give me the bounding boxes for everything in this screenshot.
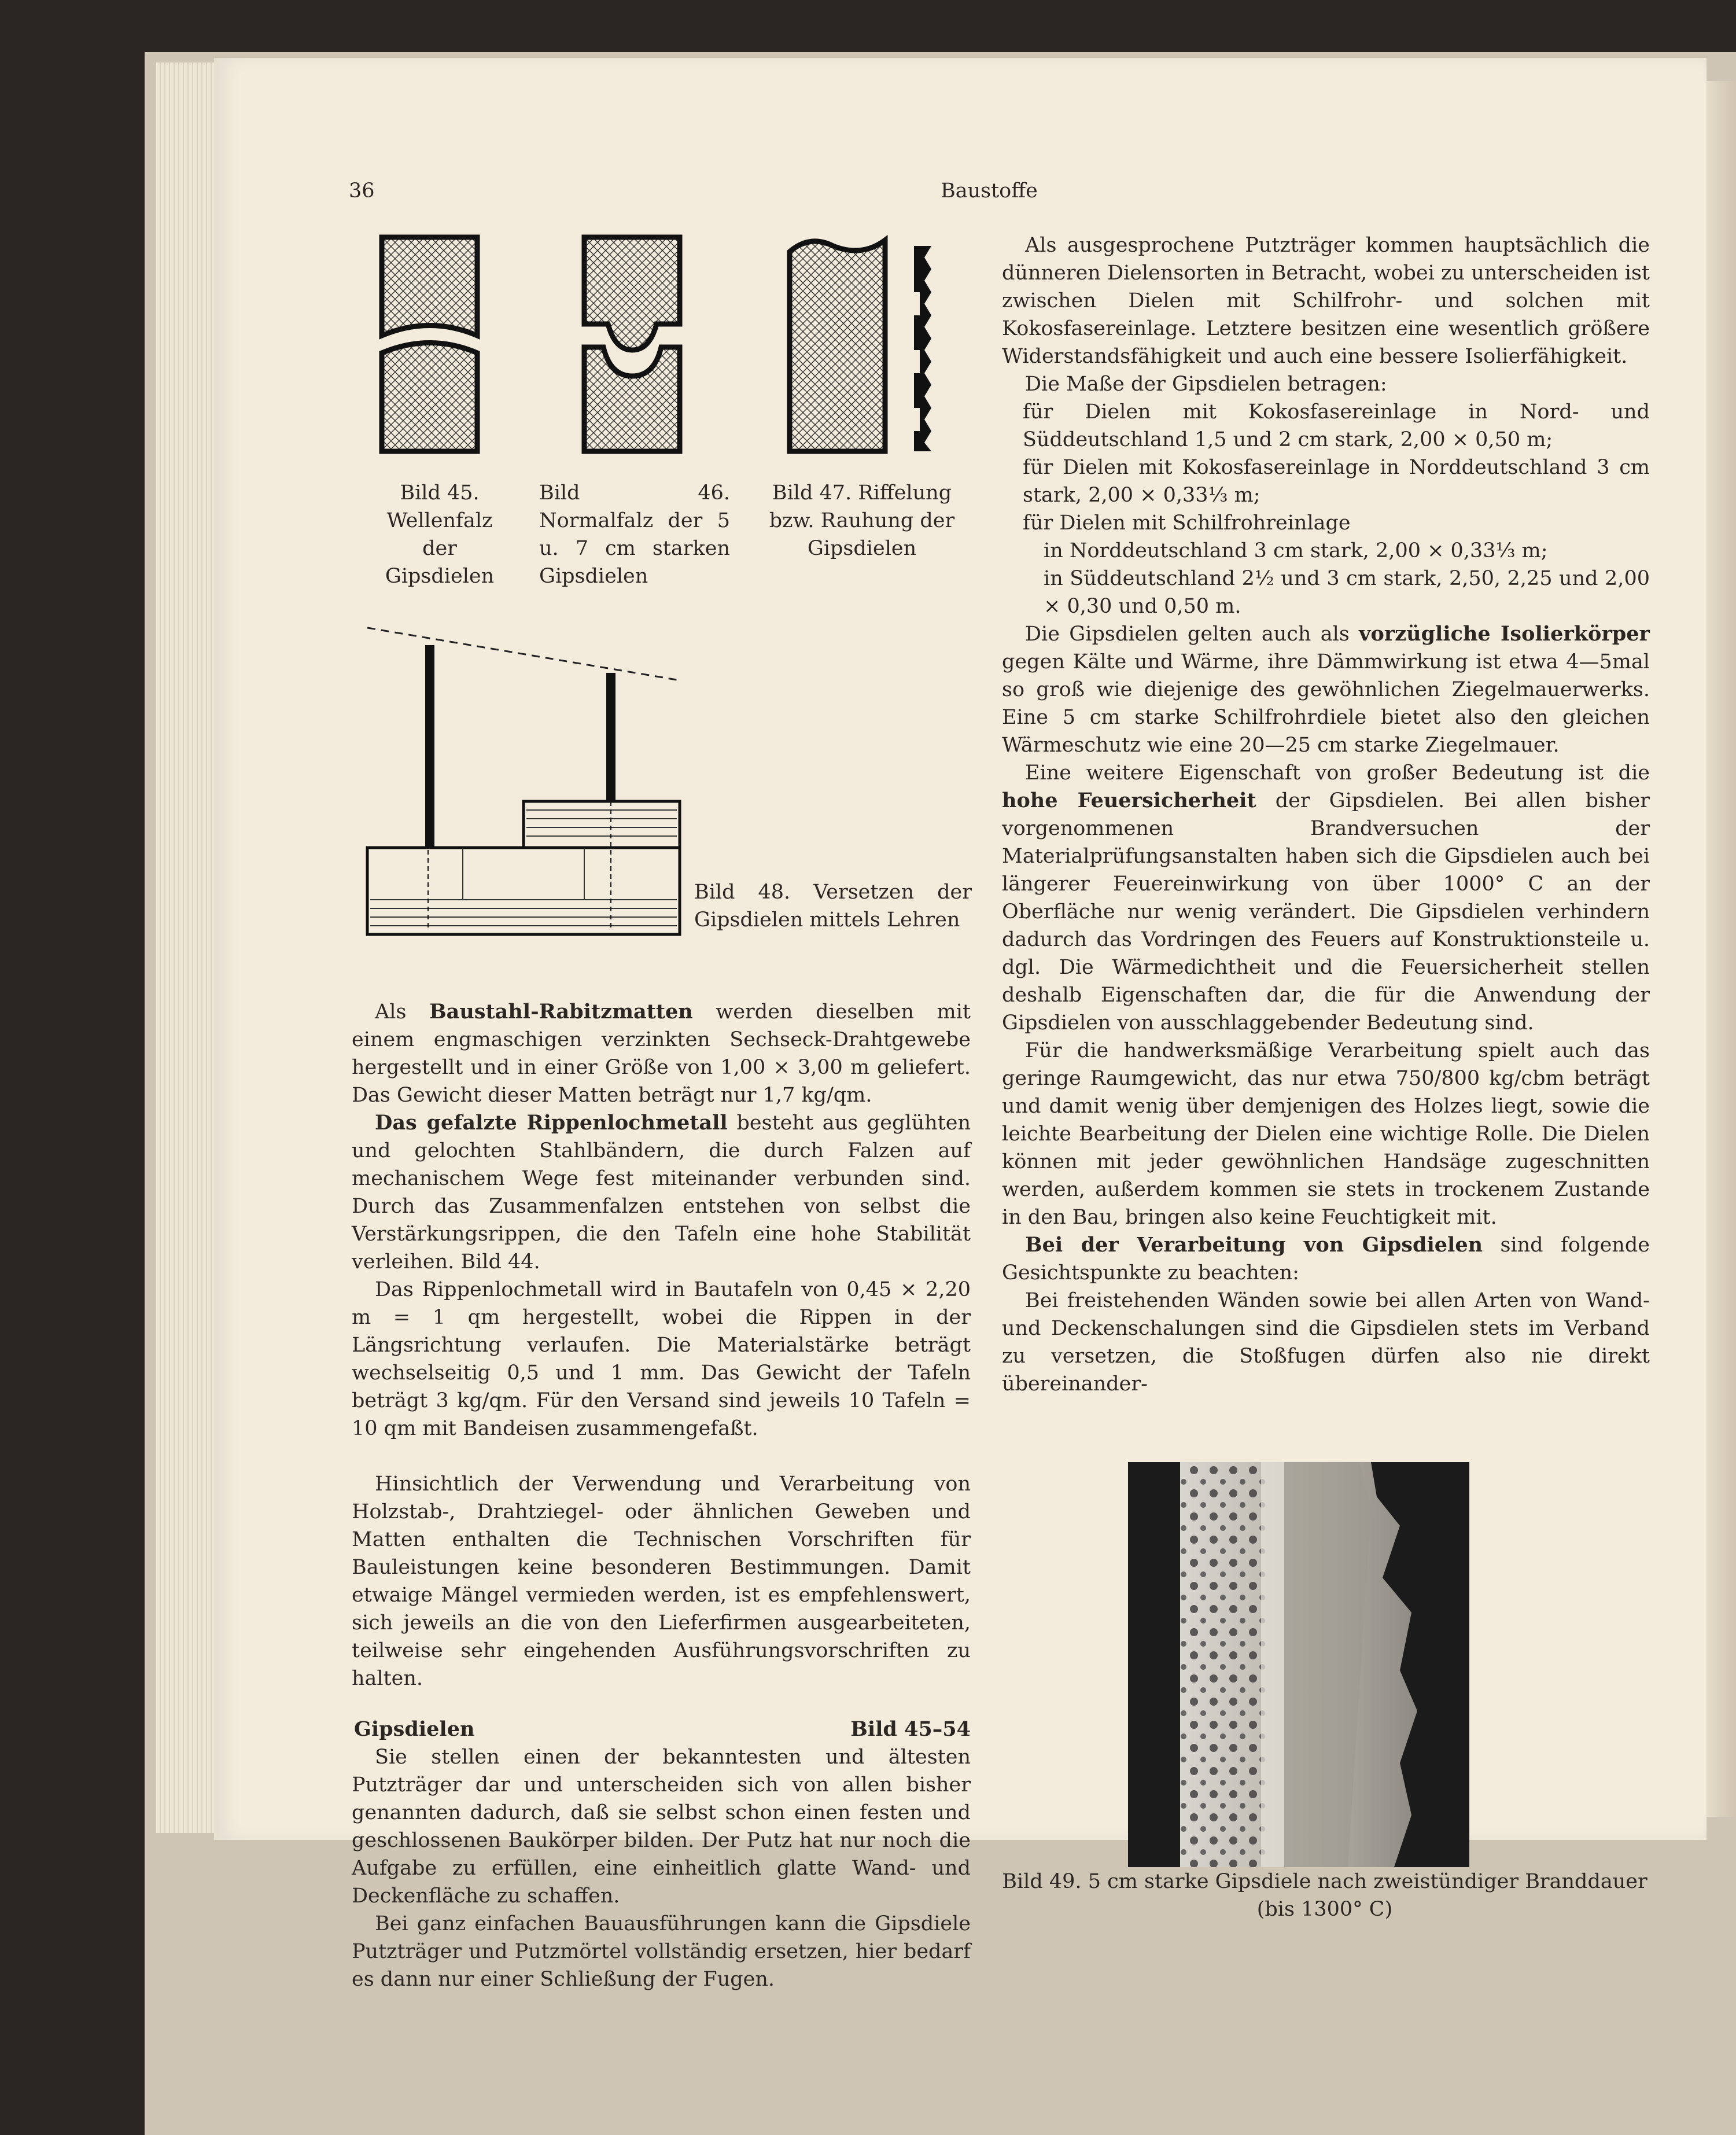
list-item: in Süddeutschland 2½ und 3 cm stark, 2,50, 2,25 und 2,00 × 0,30 und 0,50 m. bbox=[1044, 567, 1650, 618]
figure-47-drawing bbox=[787, 234, 949, 454]
term-feuersicherheit: hohe Feuersicherheit bbox=[1002, 789, 1256, 812]
figure-47-caption: Bild 47. Riffelung bzw. Rauhung der Gipsdielen bbox=[769, 481, 955, 560]
figure-48-caption: Bild 48. Versetzen der Gipsdielen mittels Lehren bbox=[694, 881, 972, 932]
list-item: in Norddeutschland 3 cm stark, 2,00 × 0,33⅓ m; bbox=[1044, 539, 1548, 562]
page-number: 36 bbox=[349, 179, 375, 203]
list-item: für Dielen mit Schilfrohreinlage bbox=[1023, 511, 1351, 535]
burned-gypsum-board-image bbox=[1128, 1462, 1469, 1867]
figure-49-photo bbox=[1128, 1462, 1469, 1867]
right-column: Als ausgesprochene Putzträger kommen hauptsächlich die dünneren Dielensorten in Betracht, wobei zu unterscheiden ist zwischen Dielen mit Schilfrohr- und solchen mit Kokosfasereinlage. Letztere besitzen eine wesentlich größere Widerstandsfähigkeit und auch eine bessere Isolierfähigkeit. Die Maße der Gipsdielen betragen: für Dielen mit Kokosfasereinlage in Nord- und Süddeutschland 1,5 und 2 cm stark, 2,00 × 0,50 m; für Dielen mit Kokosfasereinlage in Norddeutschland 3 cm stark, 2,00 × 0,33⅓ m; für Dielen mit Schilfrohreinlage in Norddeutschland 3 cm stark, 2,00 × 0,33⅓ m; in Süddeutschland 2½ und 3 cm stark, 2,50, 2,25 und 2,00 × 0,30 und 0,50 m. Die Gipsdielen gelten auch als vorzügliche Isolierkörper gegen Kälte und Wärme, ihre Dämmwirkung ist etwa 4—5mal so groß wie diejenige des gewöhnlichen Ziegelmauerwerks. Eine 5 cm starke Schilfrohrdiele bietet also den gleichen Wärmeschutz wie eine 20—25 cm starke Ziegelmauer. Eine weitere Eigenschaft von großer Bedeutung ist die hohe Feuersicherheit der Gipsdielen. Bei allen bisher vorgenommenen Brandversuchen der Materialprüfungsanstalten haben sich die Gipsdielen auch bei längerer Feuereinwirkung von über 1000° C an der Oberfläche nur wenig verändert. Die Gipsdielen verhindern dadurch das Vordringen des Feuers auf Konstruktionsteile u. dgl. Die Wärmedichtheit und die Feuersicherheit stellen deshalb Eigenschaften dar, die für die Anwendung der Gipsdielen von ausschlaggebender Bedeutung sind. Für die handwerksmäßige Verarbeitung spielt auch das geringe Raumgewicht, das nur etwa 750/800 kg/cbm beträgt und damit wenig über demjenigen des Holzes liegt, sowie die leichte Bearbeitung der Dielen eine wichtige Rolle. Die Dielen können mit jeder gewöhnlichen Handsäge zugeschnitten werden, außerdem kommen sie stets in trockenem Zustande in den Bau, bringen also keine Feuchtigkeit mit. Bei der Verarbeitung von Gipsdielen sind folgende Gesichtspunkte zu beachten: Bei freistehenden Wänden sowie bei allen Arten von Wand- und Deckenschalungen sind die Gipsdielen stets im Verband zu versetzen, die Stoßfugen dürfen also nie direkt übereinander- bbox=[1002, 234, 1650, 1396]
term-verarbeitung: Bei der Verarbeitung von Gipsdielen bbox=[1025, 1233, 1483, 1257]
figure-49-caption: Bild 49. 5 cm starke Gipsdiele nach zweistündiger Branddauer (bis 1300° C) bbox=[1002, 1870, 1647, 1921]
figure-46-caption: Bild 46. Normalfalz der 5 u. 7 cm starken Gipsdielen bbox=[539, 481, 730, 588]
list-item: für Dielen mit Kokosfasereinlage in Nord- und Süddeutschland 1,5 und 2 cm stark, 2,00 × 0,50 m; bbox=[1023, 400, 1650, 451]
section-heading bbox=[352, 1716, 971, 1743]
figure-45-drawing bbox=[379, 234, 483, 454]
section-title: Gipsdielen bbox=[354, 1717, 475, 1741]
term-baustahl-rabitzmatten: Baustahl-Rabitzmatten bbox=[429, 1000, 693, 1024]
figure-46-drawing bbox=[581, 234, 685, 454]
figure-48-drawing bbox=[364, 628, 688, 940]
left-column: Als Baustahl-Rabitzmatten werden dieselben mit einem engmaschigen verzinkten Sechseck-Drahtgewebe hergestellt und in einer Größe von 1,00 × 3,00 m geliefert. Das Gewicht dieser Matten beträgt nur 1,7 kg/qm. Das gefalzte Rippenlochmetall besteht aus geglühten und gelochten Stahlbändern, die durch Falzen auf mechanischem Wege fest miteinander verbunden sind. Durch das Zusammenfalzen entstehen von selbst die Verstärkungsrippen, die den Tafeln eine hohe Stabilität verleihen. Bild 44. Das Rippenlochmetall wird in Bautafeln von 0,45 × 2,20 m = 1 qm hergestellt, wobei die Rippen in der Längsrichtung verlaufen. Die Materialstärke beträgt wechselseitig 0,5 und 1 mm. Das Gewicht der Tafeln beträgt 3 kg/qm. Für den Versand sind jeweils 10 Tafeln = 10 qm mit Bandeisen zusammengefaßt. Hinsichtlich der Verwendung und Verarbeitung von Holzstab-, Drahtziegel- oder ähnlichen Geweben und Matten enthalten die Technischen Vorschriften für Bauleistungen keine besonderen Bestimmungen. Damit etwaige Mängel vermieden werden, ist es empfehlenswert, sich jeweils an die von den Lieferfirmen ausgearbeiteten, teilweise sehr eingehenden Ausführungsvorschriften zu halten. Gipsdielen Bild 45–54 Sie stellen einen der bekanntesten und ältesten Putzträger dar und unterscheiden sich von allen bisher genannten dadurch, daß sie selbst schon einen festen und geschlossenen Baukörper bilden. Der Putz hat nur noch die Aufgabe zu erfüllen, eine einheitlich glatte Wand- und Deckenfläche zu schaffen. Bei ganz einfachen Bauausführungen kann die Gipsdiele Putzträger und Putzmörtel vollständig ersetzen, hier bedarf es dann nur einer Schließung der Fugen. bbox=[352, 1000, 971, 1991]
term-rippenlochmetall: Das gefalzte Rippenlochmetall bbox=[375, 1111, 728, 1135]
figure-45-caption: Bild 45. Wellenfalz der Gipsdielen bbox=[385, 481, 495, 588]
list-item: für Dielen mit Kokosfasereinlage in Norddeutschland 3 cm stark, 2,00 × 0,33⅓ m; bbox=[1023, 456, 1650, 507]
running-title: Baustoffe bbox=[941, 179, 1038, 203]
section-figure-ref: Bild 45–54 bbox=[850, 1717, 971, 1741]
term-isolierkoerper: vorzügliche Isolierkörper bbox=[1359, 622, 1650, 646]
